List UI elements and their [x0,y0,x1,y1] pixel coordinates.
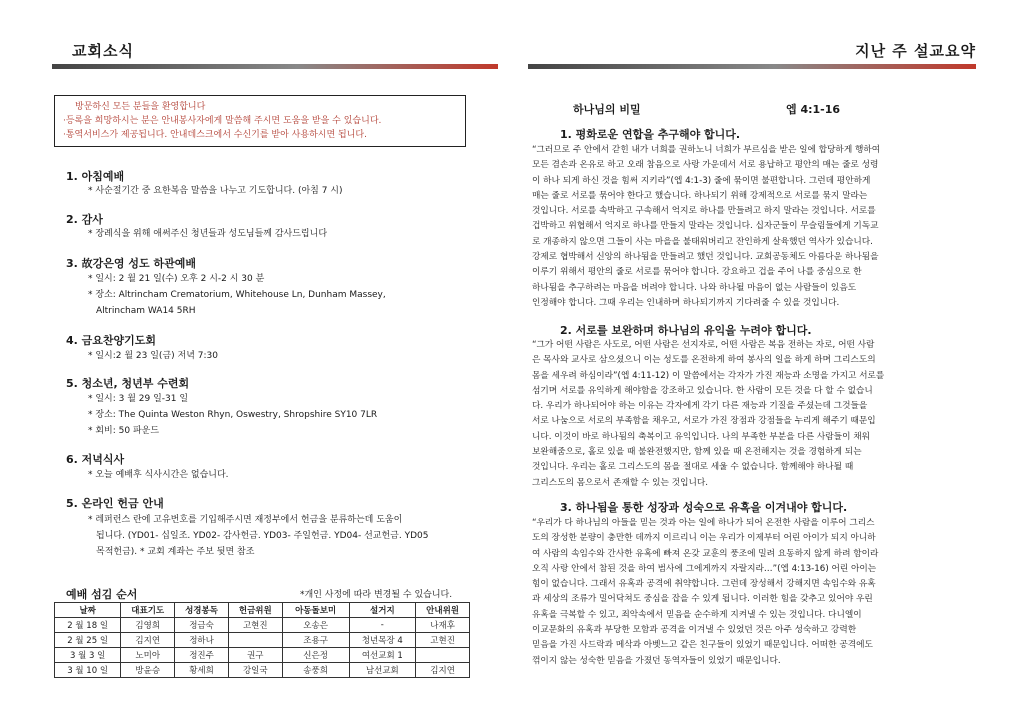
body-line: “그러므로 주 안에서 갇힌 내가 너희를 권하노니 너희가 부르심을 받은 일에 합당하게 행하여 [532,145,881,155]
column-header: 헌금위원 [228,603,282,618]
table-cell: - [349,618,416,633]
section-title: 4. 금요찬양기도회 [66,334,157,347]
section-item: * 장소: Altrincham Crematorium, Whitehouse Ln, Dunham Massey, [88,290,386,300]
sermon-point-heading: 3. 하나됨을 통한 성장과 성숙으로 유혹을 이겨내야 합니다. [560,501,848,514]
body-line: 섬기며 서로를 유익하게 해야함을 강조하고 있습니다. 한 사람이 모든 것을 다 할 수 없습니 [532,385,873,396]
section-title: 2. 감사 [66,213,103,226]
sermon-point-body [532,338,972,491]
column-header: 성경봉독 [175,603,229,618]
section-item: * 일시: 2 월 21 일(수) 오후 2 시-2 시 30 분 [88,274,265,284]
table-cell: 여선교회 1 [349,648,416,663]
body-line: “우리가 다 하나님의 아들을 믿는 것과 아는 일에 하나가 되어 온전한 사람을 이루어 그리스 [532,518,875,528]
table-cell: 김지연 [121,633,175,648]
welcome-box [54,95,466,147]
body-line: 매는 줄로 서로를 묶어야 한다고 했습니다. 하나되기 위해 강제적으로 서로를 묶지 말라는 [532,190,868,201]
sermon-title: 하나님의 비밀 [573,103,641,116]
right-header-bar [528,64,976,69]
body-line: 유혹을 극복할 수 있고, 죄악속에서 믿음을 순수하게 지켜낼 수 있는 것입니다. 다니엘이 [532,609,862,620]
schedule-table [54,602,470,678]
section-item: Altrincham WA14 5RH [96,306,196,316]
section-item: * 사순절기간 중 요한복음 말씀을 나누고 기도합니다. (아침 7 시) [88,186,343,196]
table-row [55,618,470,633]
body-line: 그리스도의 몸으로서 존재할 수 있는 것입니다. [532,477,709,488]
welcome-title: 방문하신 모든 분들을 환영합니다 [75,102,206,112]
column-header: 아동돌보미 [282,603,349,618]
table-row [55,633,470,648]
sermon-point-body [532,516,972,669]
table-cell [416,648,470,663]
section-title: 5. 온라인 헌금 안내 [66,497,164,510]
section-item: * 일시: 3 월 29 일-31 일 [88,394,189,404]
body-line: 인정해야 합니다. 그때 우리는 인내하며 하나되기까지 기다려줄 수 있을 것입니다. [532,297,840,308]
body-line: 로 개종하지 않으면 그들이 사는 마을을 불태워버리고 잔인하게 살육했던 역사가 있습니다. [532,236,873,247]
body-line: 겁박하고 위협해서 억지로 하나를 만들지 말라는 것입니다. 십자군들이 무슬림들에게 기독교 [532,221,879,232]
table-cell: 황세희 [175,663,229,678]
table-cell: 고현진 [228,618,282,633]
table-cell: 김지연 [416,663,470,678]
table-cell: 송풍희 [282,663,349,678]
sermon-point-heading: 1. 평화로운 연합을 추구해야 합니다. [560,128,741,141]
body-line: 도의 장성한 분량이 충만한 데까지 이르리니 이는 우리가 이제부터 어린 아이가 되지 아니하 [532,533,876,544]
body-line: 힘이 없습니다. 그래서 유혹과 공격에 취약합니다. 그런데 장성해서 강해지면 속임수와 유혹 [532,579,876,590]
table-cell: 남선교회 [349,663,416,678]
table-cell [228,633,282,648]
right-page-title: 지난 주 설교요약 [855,42,976,60]
section-item: * 회비: 50 파운드 [88,426,160,436]
column-header: 날짜 [55,603,121,618]
column-header: 설거지 [349,603,416,618]
section-title: 6. 저녁식사 [66,453,125,466]
schedule-title: 예배 섬김 순서 [66,588,138,601]
table-cell: 정진주 [175,648,229,663]
section-item: 됩니다. (YD01- 십일조. YD02- 감사헌금. YD03- 주일헌금. YD04- 선교헌금. YD05 [96,531,429,541]
table-cell: 3 월 10 일 [55,663,121,678]
table-cell: 3 월 3 일 [55,648,121,663]
table-cell: 나재후 [416,618,470,633]
body-line: 꺾이지 않는 성숙한 믿음을 가졌던 동역자들이 있었기 때문입니다. [532,655,781,666]
table-cell: 청년목장 4 [349,633,416,648]
body-line: 이 하나 되게 하신 것을 힘써 지키라”(엡 4:1-3) 줄에 묶이면 불편합니다. 그런데 평안하게 [532,175,871,186]
table-header-row [55,603,470,618]
body-line: 이루기 위해서 평안의 줄로 서로를 묶어야 합니다. 강요하고 겁을 주어 나를 중심으로 한 [532,267,862,278]
section-item: * 장례식을 위해 애써주신 청년들과 성도님들께 감사드립니다 [88,229,328,239]
table-row [55,663,470,678]
body-line: 오직 사랑 안에서 참된 것을 하여 범사에 그에게까지 자랄지라…”(엡 4:13-16) 어린 아이는 [532,563,877,574]
table-cell: 정금숙 [175,618,229,633]
body-line: 서로 나눔으로 서로의 부족함을 채우고, 서로가 가진 장점과 강점들을 누리게 해주기 때문입 [532,416,876,427]
section-item: * 장소: The Quinta Weston Rhyn, Oswestry, Shropshire SY10 7LR [88,410,378,420]
body-line: 과 세상의 조류가 밀어닥쳐도 중심을 잡을 수 있게 됩니다. 이러한 힘을 갖추고 있어야 우린 [532,594,873,605]
body-line: 하나됨을 추구하려는 마음을 버려야 합니다. 나와 하나될 마음이 없는 사람들이 있음도 [532,282,857,293]
table-cell: 고현진 [416,633,470,648]
body-line: 다. 우리가 하나되어야 하는 이유는 각자에게 각기 다른 재능과 기질을 주셨는데 그것들을 [532,401,868,412]
body-line: 모든 겸손과 온유로 하고 오래 참음으로 사랑 가운데서 서로 용납하고 평안의 매는 줄로 성령 [532,160,879,171]
body-line: 몸을 세우려 하심이라”(엡 4:11-12) 이 말씀에서는 각자가 가진 재능과 소명을 가지고 서로를 [532,370,885,381]
table-cell: 노미아 [121,648,175,663]
body-line: 강제로 협박해서 신앙의 하나됨을 만들려고 했던 것입니다. 교회공동체도 아름다운 하나됨을 [532,252,879,263]
sermon-reference: 엡 4:1-16 [786,103,841,116]
table-cell: 정하나 [175,633,229,648]
body-line: 보완해줌으로, 홀로 있을 때 불완전했지만, 함께 있을 때 온전해지는 것을 경험하게 되는 [532,447,862,458]
body-line: 믿음을 가진 사드락과 메삭과 아벳느고 같은 친구들이 있었기 때문입니다. 어떠한 공격에도 [532,640,873,651]
table-cell: 강일국 [228,663,282,678]
section-title: 5. 청소년, 청년부 수련회 [66,377,190,390]
section-title: 1. 아침예배 [66,170,125,183]
sermon-point-body [532,143,972,311]
body-line: 것입니다. 서로를 속박하고 구속해서 억지로 하나를 만들려고 하지 말라는 것입니다. 서로를 [532,206,876,217]
table-cell: 방윤승 [121,663,175,678]
table-cell: 오송은 [282,618,349,633]
table-cell: 김영희 [121,618,175,633]
section-item: * 오늘 예배후 식사시간은 없습니다. [88,470,229,480]
section-title: 3. 故강은영 성도 하관예배 [66,257,196,270]
column-header: 대표기도 [121,603,175,618]
table-cell: 2 월 25 일 [55,633,121,648]
body-line: 것입니다. 우리는 홀로 그리스도의 몸을 절대로 세울 수 없습니다. 함께해야 하나될 때 [532,462,854,473]
left-header-bar [52,64,498,69]
left-page-title: 교회소식 [72,42,134,60]
welcome-registration-note: ·등록을 희망하시는 분은 안내봉사자에게 말씀해 주시면 도움을 받을 수 있습니다. [63,116,382,126]
body-line: 은 목사와 교사로 삼으셨으니 이는 성도를 온전하게 하여 봉사의 일을 하게 하며 그리스도의 [532,355,876,366]
section-item: 목적헌금). * 교회 계좌는 주보 뒷면 참조 [96,547,255,557]
body-line: 니다. 이것이 바로 하나됨의 축복이고 유익입니다. 나의 부족한 부분을 다른 사람들이 채워 [532,431,871,442]
table-cell: 조용구 [282,633,349,648]
welcome-translation-note: ·통역서비스가 제공됩니다. 안내데스크에서 수신기를 받아 사용하시면 됩니다. [63,130,367,140]
body-line: “그가 어떤 사람은 사도로, 어떤 사람은 선지자로, 어떤 사람은 복음 전하는 자로, 어떤 사람 [532,340,875,350]
sermon-point-heading: 2. 서로를 보완하며 하나님의 유익을 누려야 합니다. [560,324,812,337]
schedule-note: *개인 사정에 따라 변경될 수 있습니다. [300,590,453,600]
body-line: 여 사람의 속임수와 간사한 유혹에 빠져 온갖 교훈의 풍조에 밀려 요동하지 않게 하려 함이라 [532,548,879,559]
table-row [55,648,470,663]
body-line: 이교문화의 유혹과 부당한 모함과 공격을 이겨낼 수 있었던 것은 아주 성숙하고 강력한 [532,625,857,636]
section-item: * 일시:2 월 23 일(금) 저녁 7:30 [88,351,218,361]
table-cell: 권구 [228,648,282,663]
column-header: 안내위원 [416,603,470,618]
table-cell: 2 월 18 일 [55,618,121,633]
section-item: * 레퍼런스 란에 고유번호를 기입해주시면 재정부에서 헌금을 분류하는데 도움이 [88,515,403,525]
table-cell: 신은정 [282,648,349,663]
